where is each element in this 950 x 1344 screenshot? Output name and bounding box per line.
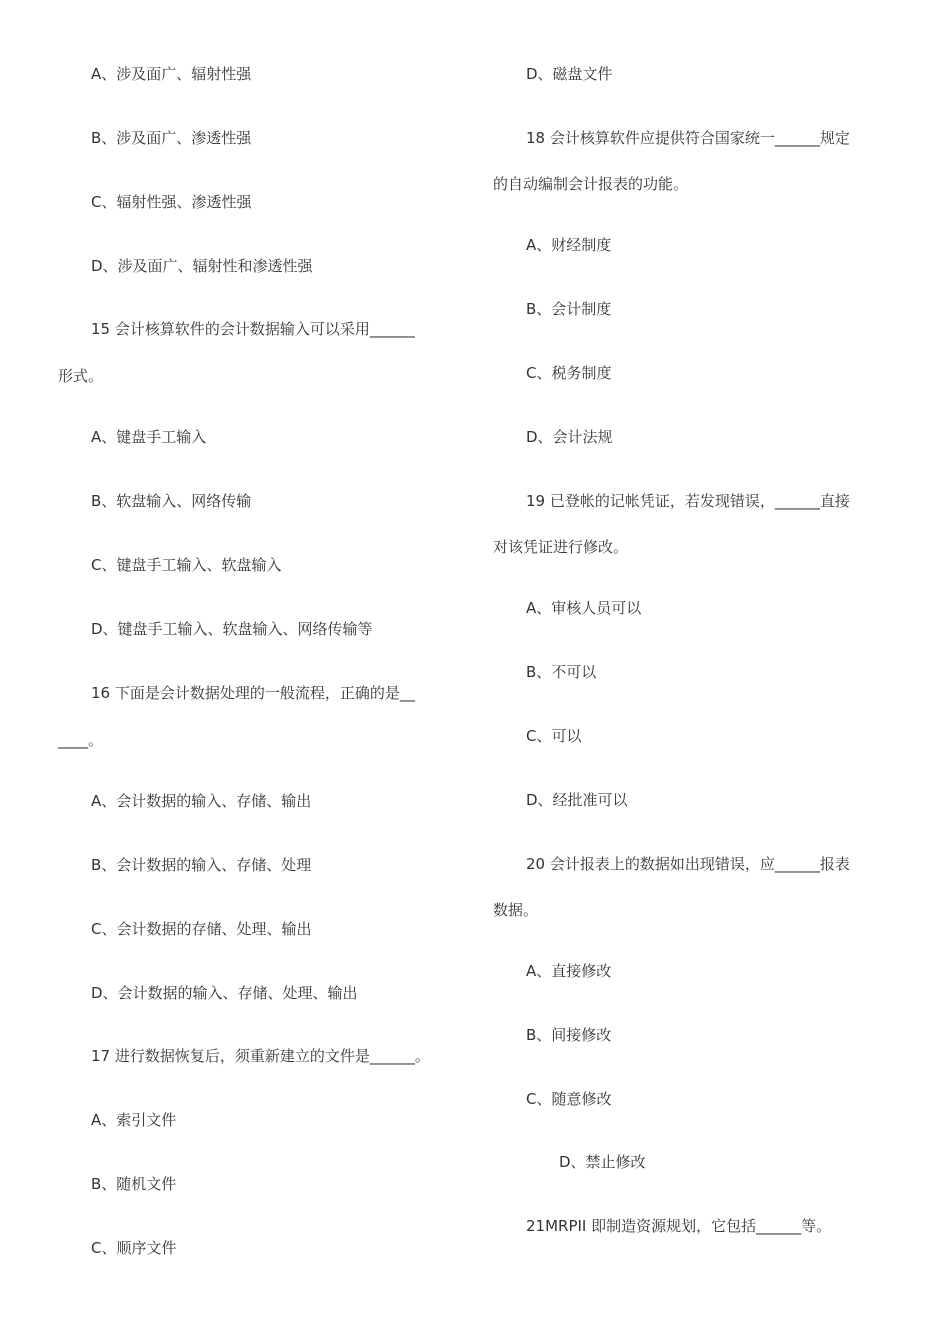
option-line: B、涉及面广、渗透性强 (91, 129, 252, 147)
option-line: A、直接修改 (526, 962, 612, 980)
option-line: B、会计数据的输入、存储、处理 (91, 856, 312, 874)
option-line: C、税务制度 (526, 364, 612, 382)
option-line: C、键盘手工输入、软盘输入 (91, 556, 282, 574)
question-continuation: ____。 (58, 731, 104, 749)
option-line: D、磁盘文件 (526, 65, 613, 83)
option-line: C、随意修改 (526, 1090, 612, 1108)
option-line: B、间接修改 (526, 1026, 612, 1044)
option-line: B、软盘输入、网络传输 (91, 492, 252, 510)
question-continuation: 形式。 (58, 367, 104, 385)
option-line: B、会计制度 (526, 300, 612, 318)
option-line: A、索引文件 (91, 1111, 177, 1129)
option-line: C、顺序文件 (91, 1239, 177, 1257)
option-line: D、经批准可以 (526, 791, 628, 809)
question-continuation: 的自动编制会计报表的功能。 (493, 175, 689, 193)
option-line: B、不可以 (526, 663, 597, 681)
option-line: A、涉及面广、辐射性强 (91, 65, 252, 83)
option-line: A、会计数据的输入、存储、输出 (91, 792, 312, 810)
option-line: C、会计数据的存储、处理、输出 (91, 920, 312, 938)
option-line: D、会计法规 (526, 428, 613, 446)
option-line: A、键盘手工输入 (91, 428, 207, 446)
option-line: A、财经制度 (526, 236, 612, 254)
question-19: 19 已登帐的记帐凭证，若发现错误，______直接 (526, 492, 850, 510)
question-continuation: 对该凭证进行修改。 (493, 538, 629, 556)
question-15: 15 会计核算软件的会计数据输入可以采用______ (91, 320, 415, 338)
question-continuation: 数据。 (493, 901, 539, 919)
question-20: 20 会计报表上的数据如出现错误，应______报表 (526, 855, 850, 873)
question-17: 17 进行数据恢复后，须重新建立的文件是______。 (91, 1047, 430, 1065)
option-line: D、禁止修改 (559, 1153, 646, 1171)
option-line: D、键盘手工输入、软盘输入、网络传输等 (91, 620, 373, 638)
option-line: D、会计数据的输入、存储、处理、输出 (91, 984, 358, 1002)
question-16: 16 下面是会计数据处理的一般流程，正确的是__ (91, 684, 415, 702)
option-line: C、辐射性强、渗透性强 (91, 193, 252, 211)
option-line: B、随机文件 (91, 1175, 177, 1193)
option-line: A、审核人员可以 (526, 599, 642, 617)
question-18: 18 会计核算软件应提供符合国家统一______规定 (526, 129, 850, 147)
option-line: C、可以 (526, 727, 582, 745)
option-line: D、涉及面广、辐射性和渗透性强 (91, 257, 313, 275)
question-21: 21MRPII 即制造资源规划，它包括______等。 (526, 1217, 832, 1235)
